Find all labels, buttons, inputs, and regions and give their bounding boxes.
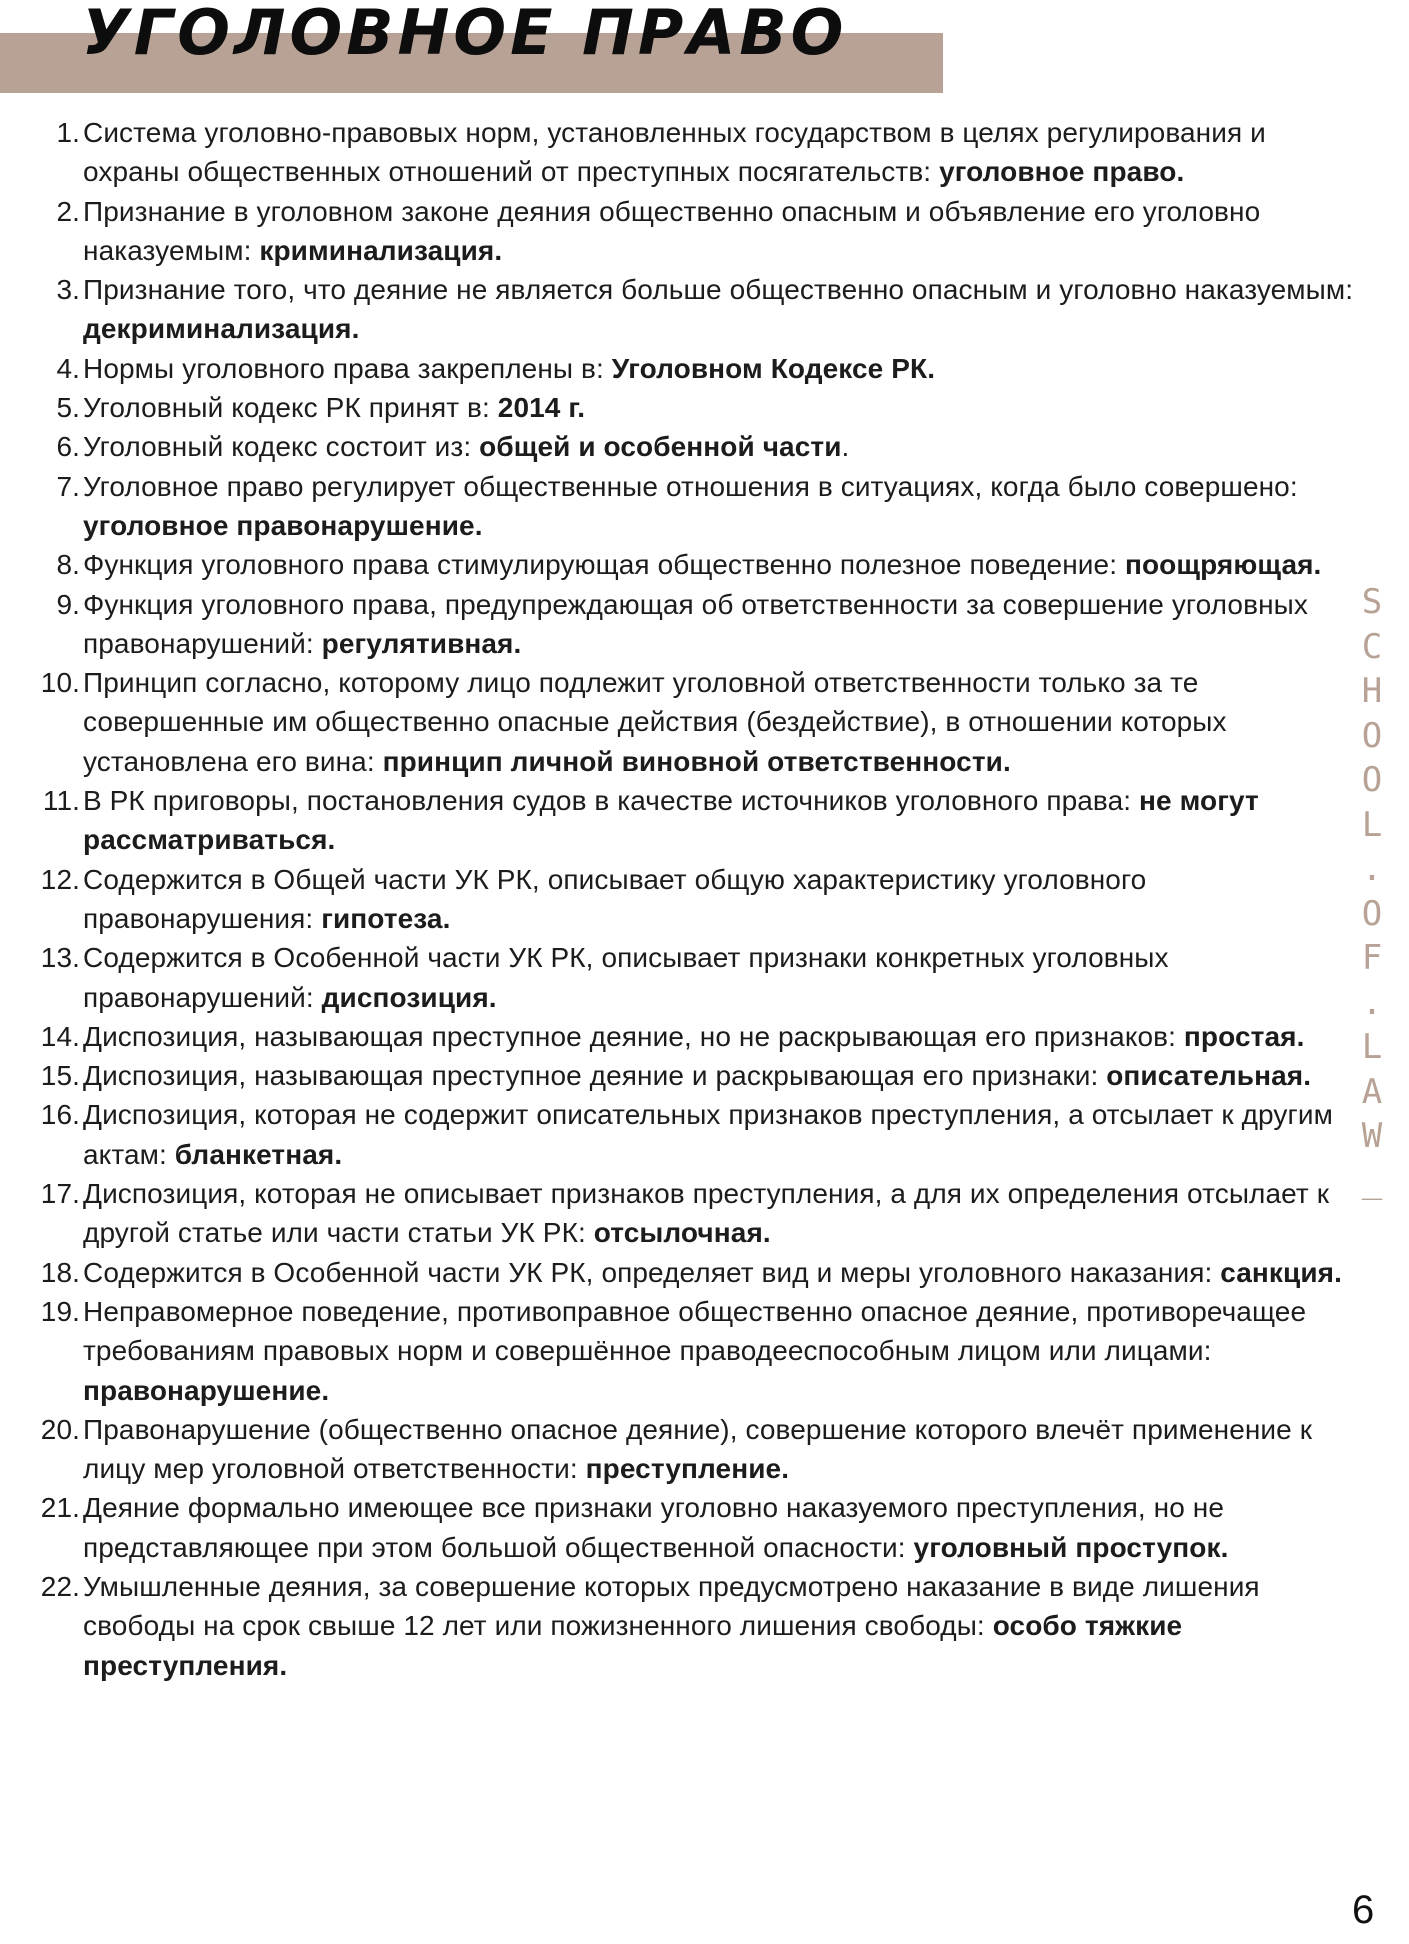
list-item: [34, 192, 1364, 271]
answer-text: правонарушение.: [83, 1374, 330, 1406]
list-item: [34, 585, 1364, 664]
question-text: Умышленные деяния, за совершение которых предусмотрено наказание в виде лишения свободы на срок свыше 12 лет или пожизненного лишения свободы:: [83, 1570, 1260, 1642]
answer-text: гипотеза.: [321, 902, 451, 934]
side-letter: H: [1361, 671, 1383, 711]
side-letter: F: [1361, 938, 1383, 978]
answer-text: уголовный проступок.: [913, 1531, 1229, 1563]
question-text: Уголовный кодекс состоит из:: [83, 431, 480, 463]
item-number: 5.: [56, 392, 80, 424]
list-item: [34, 1488, 1364, 1567]
list-item: [34, 545, 1364, 584]
question-text: Диспозиция, называющая преступное деяние и раскрывающая его признаки:: [83, 1060, 1107, 1092]
answer-text: не могут рассматриваться.: [83, 785, 1259, 856]
side-letter: A: [1361, 1071, 1383, 1112]
side-letter: L: [1361, 804, 1383, 845]
list-item: [34, 1253, 1364, 1292]
question-text: Правонарушение (общественно опасное деяние), совершение которого влечёт применение к лицу мер уголовной ответственности:: [83, 1413, 1313, 1485]
answer-text: описательная.: [1106, 1060, 1312, 1092]
answer-text: уголовное право.: [939, 156, 1185, 188]
side-letter: .: [1361, 849, 1383, 889]
item-number: 17.: [40, 1178, 80, 1210]
list-item: [34, 1174, 1364, 1253]
item-number: 18.: [40, 1256, 80, 1288]
item-number: 1.: [56, 117, 80, 148]
answer-text: отсылочная.: [593, 1217, 771, 1249]
list-item: [34, 938, 1364, 1017]
question-text: Неправомерное поведение, противоправное общественно опасное деяние, противоречащее требованиям правовых норм и совершённое праводееспособным лицом или лицами:: [83, 1295, 1307, 1367]
question-text: Система уголовно-правовых норм, установленных государством в целях регулирования и охраны общественных отношений от преступных посягательств:: [83, 117, 1266, 188]
item-number: 3.: [56, 274, 80, 306]
side-letter: L: [1361, 1027, 1383, 1067]
side-letter: W: [1361, 1116, 1383, 1156]
list-item: [34, 1410, 1364, 1489]
question-text: Содержится в Особенной части УК РК, описывает признаки конкретных уголовных правонарушений:: [83, 942, 1169, 1013]
item-number: 11.: [42, 785, 80, 817]
answer-text: криминализация.: [259, 234, 503, 266]
list-item: [34, 113, 1364, 192]
list-item: [34, 349, 1364, 388]
list-item: [34, 1056, 1364, 1095]
side-letter: _: [1361, 1160, 1383, 1201]
list-item: [34, 1017, 1364, 1056]
side-letter: .: [1361, 982, 1383, 1023]
question-text: Признание в уголовном законе деяния общественно опасным и объявление его уголовно наказуемым:: [83, 195, 1261, 266]
side-letter: O: [1361, 715, 1383, 756]
answer-text: принцип личной виновной ответственности.: [382, 745, 1011, 777]
list-item: [34, 388, 1364, 427]
question-text: Содержится в Общей части УК РК, описывает общую характеристику уголовного правонарушения:: [83, 863, 1147, 934]
item-number: 22.: [40, 1570, 80, 1602]
item-number: 19.: [40, 1295, 80, 1327]
question-text: В РК приговоры, постановления судов в качестве источников уголовного права:: [83, 785, 1140, 817]
side-letter: S: [1361, 582, 1383, 622]
question-text: Уголовное право регулирует общественные отношения в ситуациях, когда было совершено:: [83, 470, 1298, 502]
item-number: 14.: [40, 1020, 80, 1052]
item-number: 8.: [56, 549, 80, 581]
answer-text: простая.: [1183, 1020, 1305, 1052]
answer-text: Уголовном Кодексе РК.: [611, 352, 936, 384]
item-number: 12.: [40, 863, 80, 895]
item-number: 4.: [56, 352, 80, 384]
answer-text: санкция.: [1220, 1256, 1342, 1288]
question-text: Деяние формально имеющее все признаки уголовно наказуемого преступления, но не представляющее при этом большой общественной опасности:: [83, 1492, 1225, 1563]
item-number: 16.: [40, 1099, 80, 1131]
item-number: 21.: [40, 1492, 80, 1524]
question-text: Диспозиция, которая не содержит описательных признаков преступления, а отсылает к другим актам:: [83, 1099, 1333, 1170]
question-text: Нормы уголовного права закреплены в:: [83, 352, 612, 384]
page-number: 6: [1352, 1888, 1375, 1932]
answer-text: общей и особенной части: [479, 431, 842, 463]
question-text: Принцип согласно, которому лицо подлежит уголовной ответственности только за те совершенные им общественно опасные действия (бездействие), в отношении которых установлена его вина:: [83, 667, 1227, 777]
side-letter: C: [1361, 626, 1383, 667]
trailing-punctuation: .: [841, 431, 850, 463]
question-text: Диспозиция, которая не описывает признаков преступления, а для их определения отсылает к другой статье или части статьи УК РК:: [83, 1178, 1330, 1249]
item-number: 7.: [56, 470, 80, 502]
list-item: [34, 467, 1364, 546]
answer-text: диспозиция.: [321, 981, 497, 1013]
page-title: УГОЛОВНОЕ ПРАВО: [82, 0, 848, 69]
answer-text: поощряющая.: [1124, 549, 1322, 581]
question-text: Уголовный кодекс РК принят в:: [83, 392, 498, 424]
question-text: Диспозиция, называющая преступное деяние, но не раскрывающая его признаков:: [83, 1020, 1184, 1052]
question-list: [34, 113, 1364, 1685]
side-letter: O: [1361, 760, 1383, 800]
list-item: [34, 1567, 1364, 1685]
answer-text: особо тяжкие преступления.: [83, 1610, 1183, 1681]
list-item: [34, 860, 1364, 939]
answer-text: декриминализация.: [83, 313, 360, 345]
list-item: [34, 663, 1364, 781]
list-item: [34, 427, 1364, 466]
list-item: [34, 781, 1364, 860]
question-text: Функция уголовного права, предупреждающая об ответственности за совершение уголовных правонарушений:: [83, 588, 1308, 659]
answer-text: 2014 г.: [497, 392, 586, 424]
answer-text: регулятивная.: [321, 627, 522, 659]
list-item: [34, 1095, 1364, 1174]
item-number: 13.: [40, 942, 80, 974]
list-item: [34, 270, 1364, 349]
item-number: 20.: [40, 1413, 80, 1445]
item-number: 2.: [56, 195, 80, 227]
question-text: Функция уголовного права стимулирующая общественно полезное поведение:: [83, 549, 1125, 581]
list-item: [34, 1292, 1364, 1410]
item-number: 10.: [40, 667, 80, 699]
item-number: 15.: [40, 1060, 80, 1092]
item-number: 9.: [56, 588, 80, 620]
side-watermark: [1357, 580, 1387, 1203]
question-text: Признание того, что деяние не является больше общественно опасным и уголовно наказуемым:: [83, 274, 1354, 306]
question-text: Содержится в Особенной части УК РК, определяет вид и меры уголовного наказания:: [83, 1256, 1221, 1288]
side-letter: O: [1361, 893, 1383, 934]
answer-text: уголовное правонарушение.: [83, 509, 483, 541]
answer-text: бланкетная.: [174, 1138, 343, 1170]
answer-text: преступление.: [585, 1453, 790, 1485]
item-number: 6.: [56, 431, 80, 463]
